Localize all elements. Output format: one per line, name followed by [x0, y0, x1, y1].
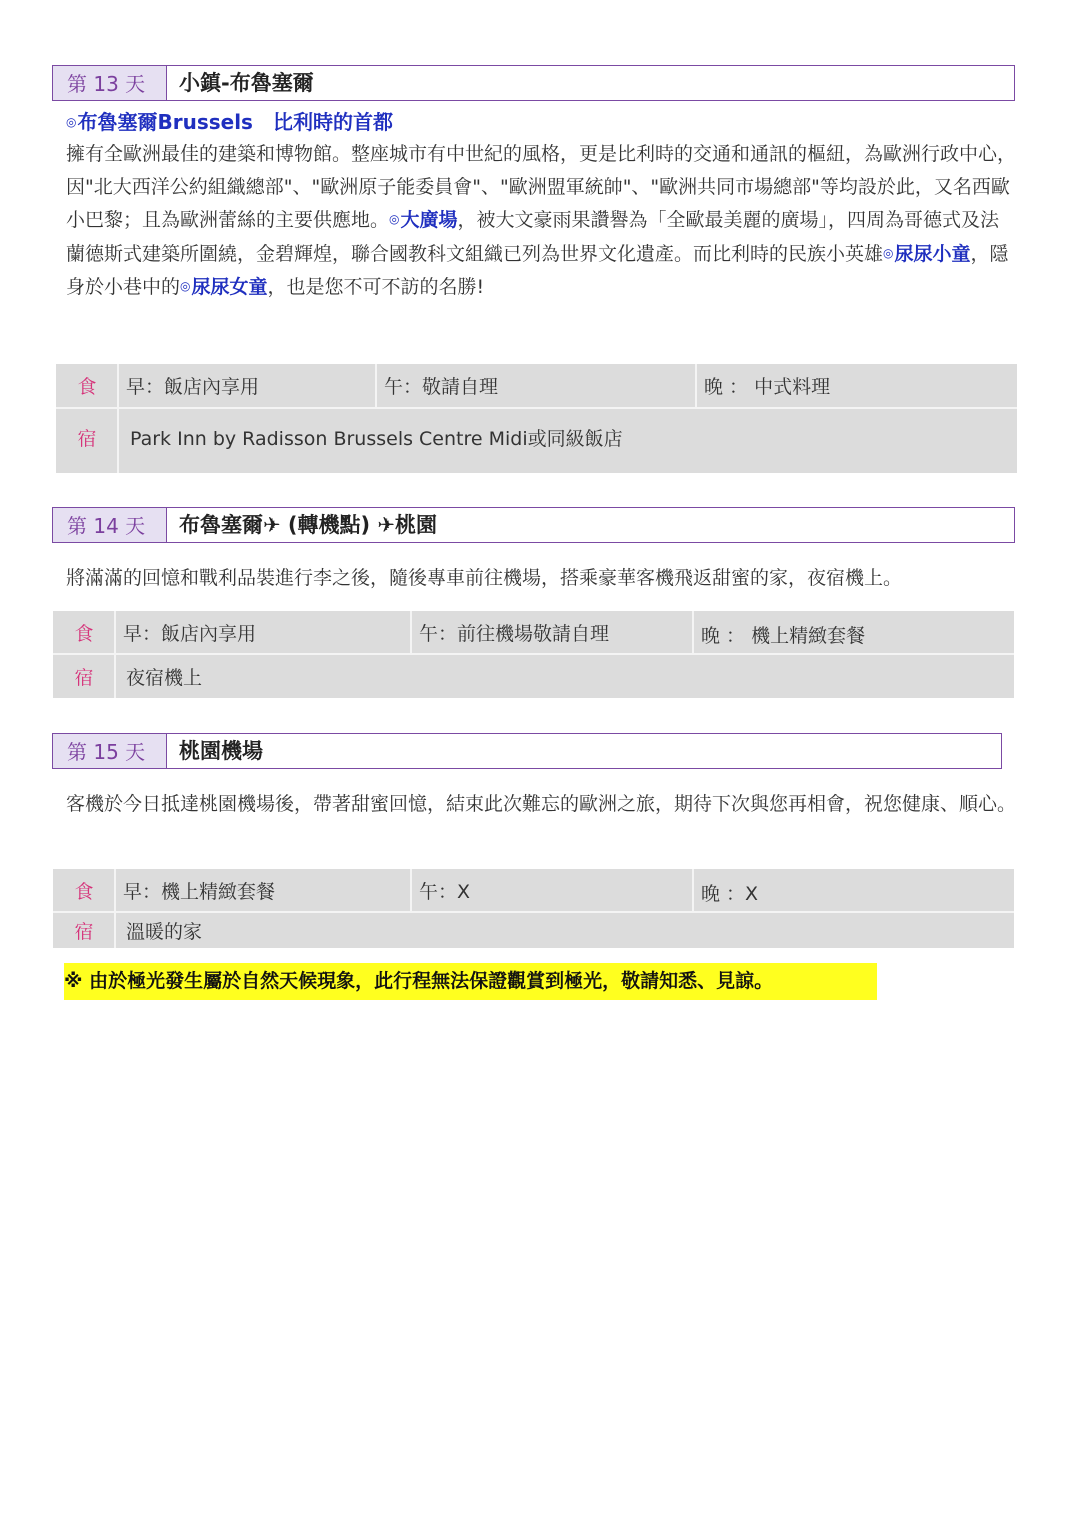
divider	[117, 364, 119, 473]
breakfast-cell: 早：飯店內享用	[123, 622, 257, 645]
stay-tag: 宿	[74, 667, 94, 689]
hotel-cell: 溫暖的家	[126, 921, 203, 943]
day13-label: 第 13 天	[53, 66, 167, 100]
food-tag: 食	[74, 622, 94, 645]
day13-meal-table	[56, 364, 1017, 473]
lunch-cell: 午：敬請自理	[384, 376, 499, 398]
lunch-cell: 午：前往機場敬請自理	[419, 622, 610, 645]
dinner-cell: 晚 ：X	[701, 882, 759, 905]
stay-tag: 宿	[77, 427, 97, 450]
bullet-circle-icon: ◎	[66, 115, 77, 129]
day13-subheading	[66, 106, 393, 135]
day13-text-1: 擁有全歐洲最佳的建築和博物館。整座城市有中世紀的風格，更是比利時的交通和通訊的樞紐，為歐洲行政中心，因"北大西洋公約組織總部"、"歐洲原子能委員會"、"歐洲盟軍統帥"、"歐洲共同市場總部"等均設於此，又名西歐小巴黎；且為歐洲蕾絲的主要供應地。	[66, 143, 1017, 231]
stay-row	[53, 913, 1014, 948]
keyword-jeanneke-pis: 尿尿女童	[191, 276, 268, 298]
hotel-cell: 夜宿機上	[126, 667, 203, 689]
day13-title: 小鎮-布魯塞爾	[179, 71, 314, 95]
meal-row	[53, 869, 1014, 911]
day14-label: 第 14 天	[53, 508, 167, 542]
divider	[410, 611, 412, 653]
day15-meal-table	[53, 869, 1014, 948]
divider	[114, 869, 116, 948]
stay-tag: 宿	[74, 921, 94, 943]
day15-title: 桃園機場	[179, 739, 263, 763]
divider	[692, 611, 694, 653]
day15-description: 客機於今日抵達桃園機場後，帶著甜蜜回憶，結束此次難忘的歐洲之旅，期待下次與您再相會，祝您健康、順心。	[66, 793, 1017, 815]
day13-description	[66, 138, 1016, 304]
lunch-cell: 午：X	[419, 880, 471, 903]
bullet-circle-icon: ◎	[180, 279, 191, 293]
divider	[375, 364, 377, 407]
day15-header	[52, 733, 1002, 769]
hotel-cell: Park Inn by Radisson Brussels Centre Midi或同級飯店	[130, 427, 623, 450]
keyword-manneken-pis: 尿尿小童	[894, 242, 971, 265]
aurora-notice: ※ 由於極光發生屬於自然天候現象，此行程無法保證觀賞到極光，敬請知悉、見諒。	[64, 963, 877, 1000]
meal-row	[53, 611, 1014, 653]
day13-text-2: ，被大文豪雨果讚譽為「全歐最美麗的廣場」，四周為哥德式及法蘭德斯式建築所圍繞，金碧輝煌，聯合國教科文組織已列為世界文化遺產。而比利時的民族小英雄	[66, 209, 1000, 265]
day13-subheading-text: 布魯塞爾Brussels 比利時的首都	[77, 110, 393, 134]
breakfast-cell: 早：機上精緻套餐	[123, 880, 276, 903]
keyword-grand-place: 大廣場	[400, 209, 458, 231]
bullet-circle-icon: ◎	[389, 212, 400, 226]
day14-description: 將滿滿的回憶和戰利品裝進行李之後，隨後專車前往機場，搭乘豪華客機飛返甜蜜的家，夜宿機上。	[66, 567, 903, 589]
day13-text-3: ，隱身於小巷中的	[66, 242, 1009, 298]
stay-row	[53, 655, 1014, 698]
day13-header	[52, 65, 1015, 101]
food-tag: 食	[74, 880, 94, 903]
food-tag: 食	[77, 376, 97, 398]
dinner-cell: 晚 ： 機上精緻套餐	[701, 624, 866, 647]
stay-row	[56, 409, 1017, 473]
dinner-cell: 晚 ： 中式料理	[704, 376, 831, 398]
day14-header	[52, 507, 1015, 543]
day15-label: 第 15 天	[53, 734, 167, 768]
day13-text-4: ，也是您不可不訪的名勝!	[267, 276, 485, 298]
meal-row	[56, 364, 1017, 407]
day14-title: 布魯塞爾✈ (轉機點) ✈桃園	[179, 513, 438, 537]
divider	[114, 611, 116, 698]
divider	[695, 364, 697, 407]
day14-meal-table	[53, 611, 1014, 698]
breakfast-cell: 早：飯店內享用	[126, 376, 260, 398]
divider	[692, 869, 694, 911]
bullet-circle-icon: ◎	[883, 245, 894, 260]
divider	[410, 869, 412, 911]
